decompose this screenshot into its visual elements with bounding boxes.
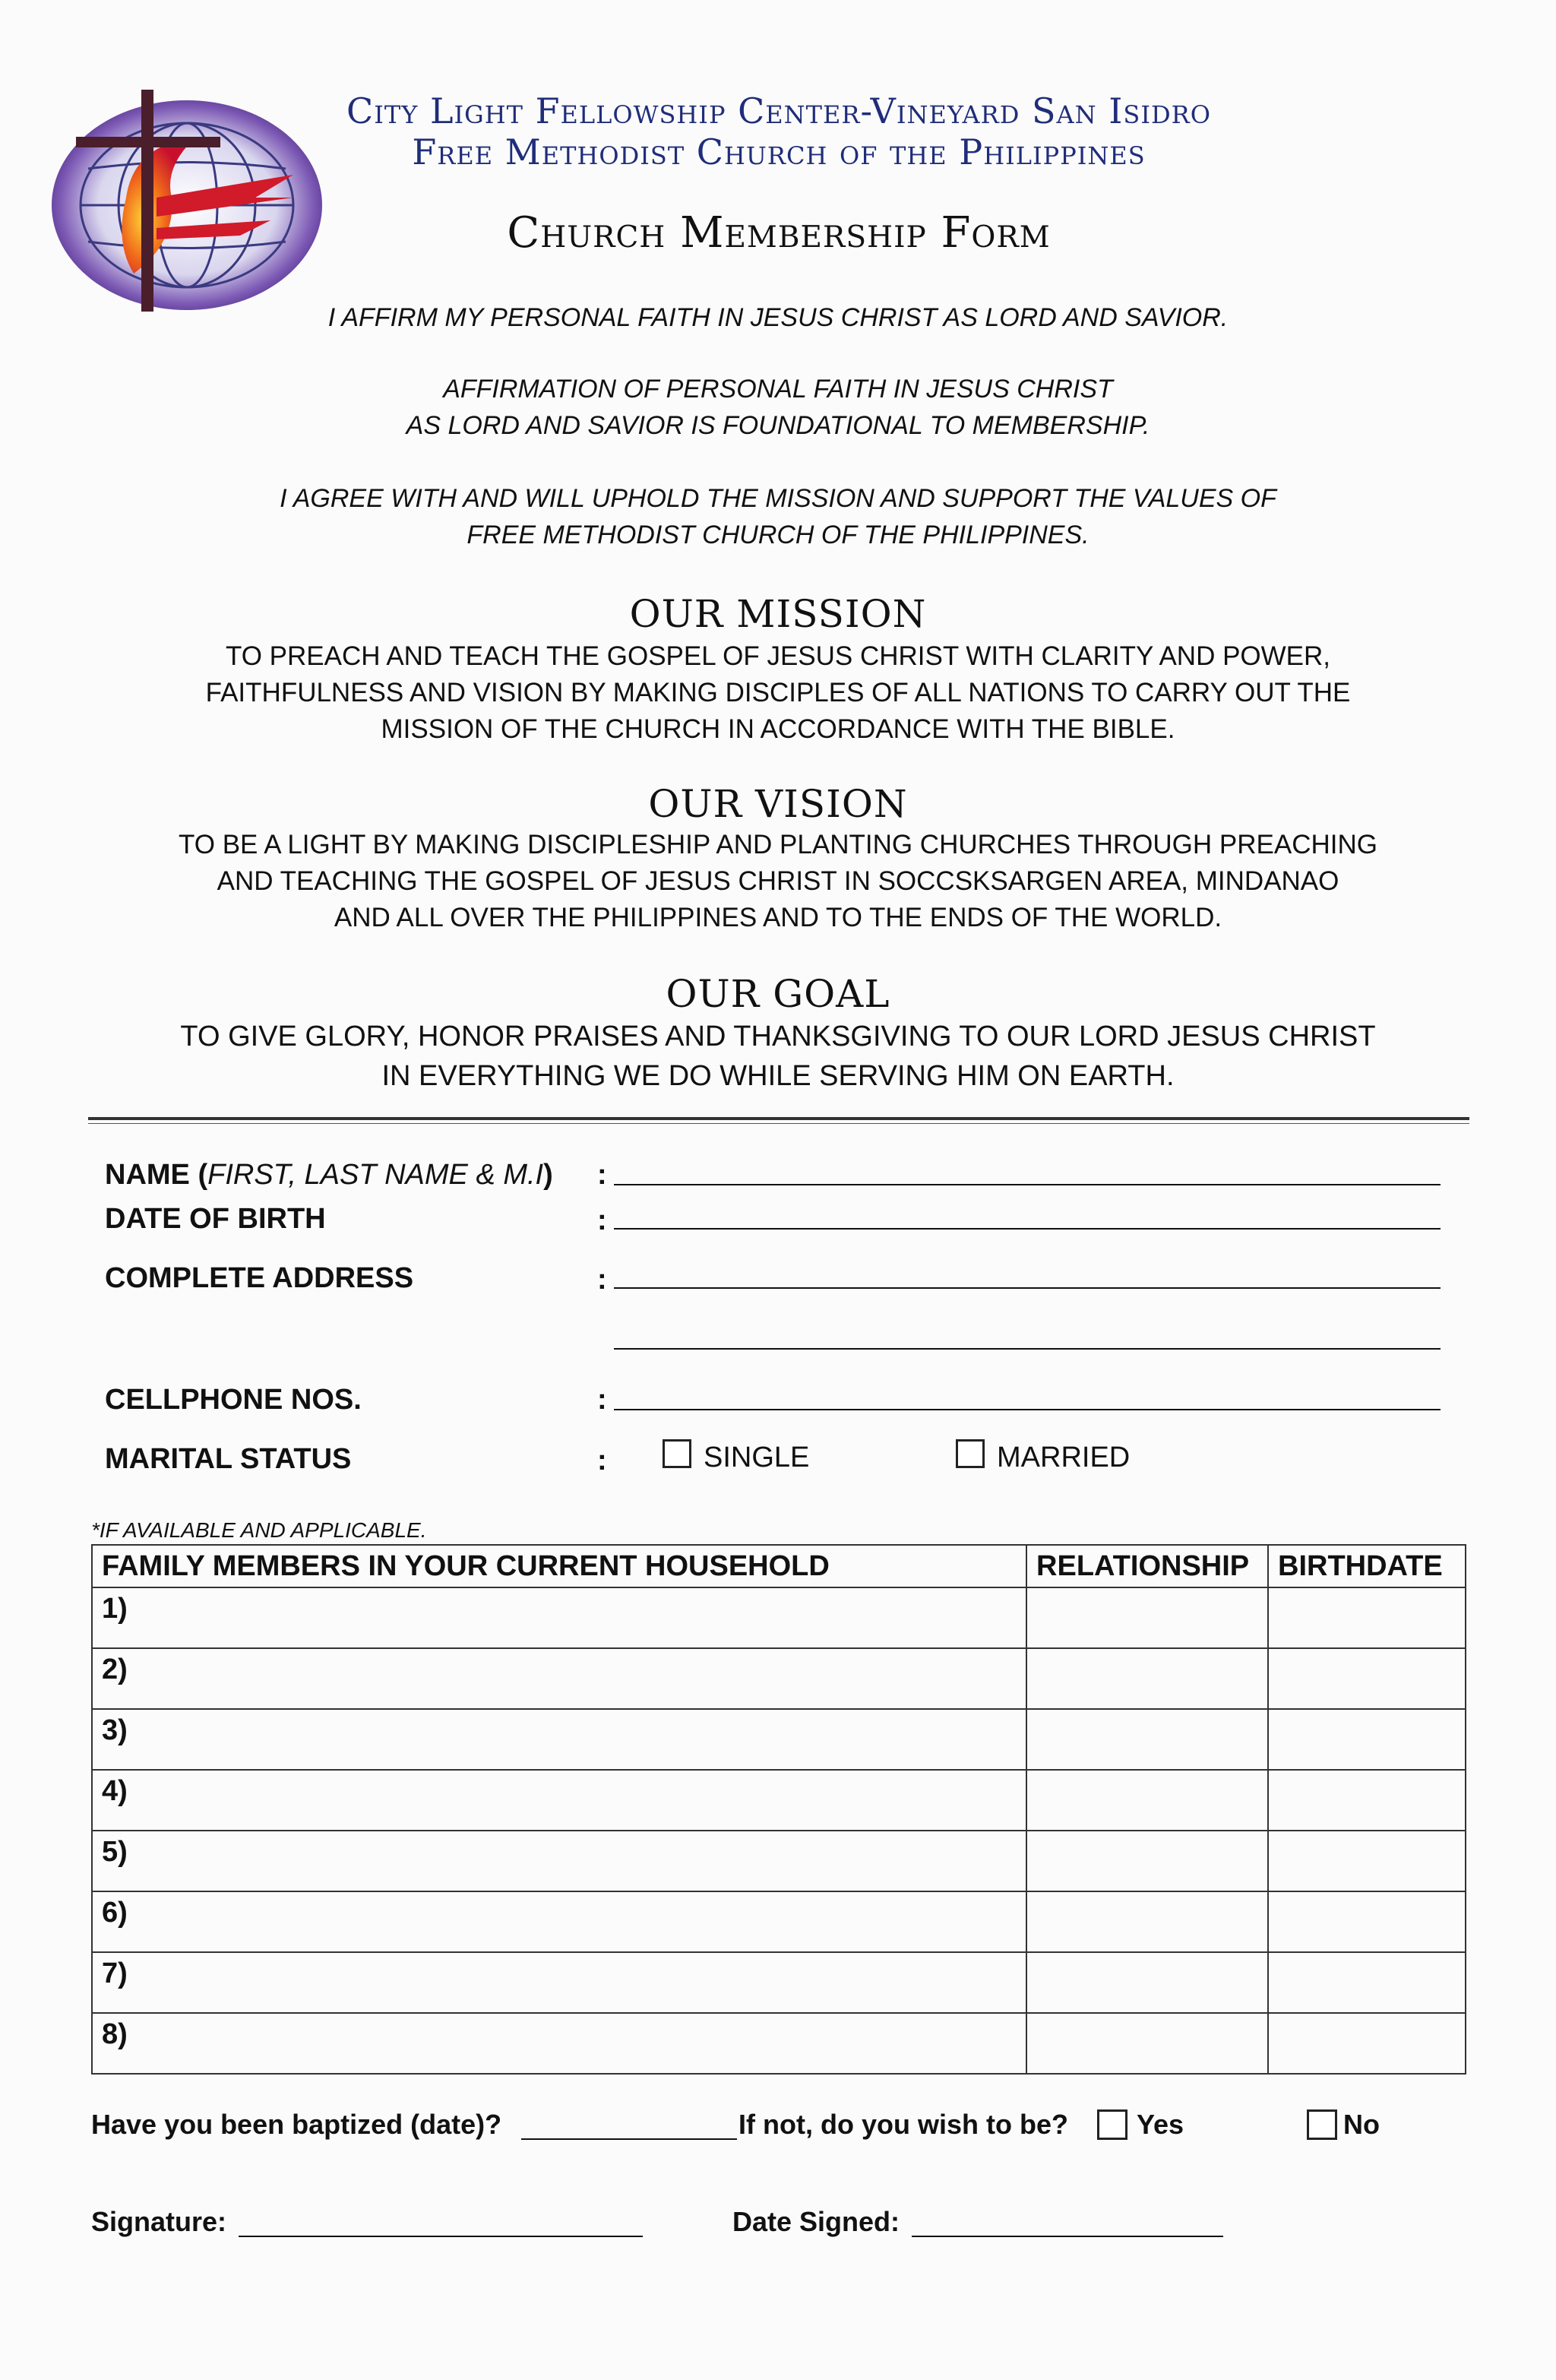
birthdate-cell[interactable] [1268, 2013, 1466, 2074]
birthdate-header: BIRTHDATE [1268, 1545, 1466, 1587]
birthdate-cell[interactable] [1268, 1709, 1466, 1770]
cellphone-label: CELLPHONE NOS. [105, 1384, 362, 1416]
family-members-table [91, 1544, 1466, 2075]
row-number[interactable]: 4) [92, 1770, 1026, 1831]
date-signed-line[interactable] [912, 2236, 1223, 2237]
mission-line3: MISSION OF THE CHURCH IN ACCORDANCE WITH THE BIBLE. [381, 714, 1175, 744]
no-checkbox[interactable] [1307, 2109, 1337, 2140]
table-row[interactable] [92, 1891, 1466, 1952]
row-number[interactable]: 5) [92, 1831, 1026, 1891]
relationship-cell[interactable] [1026, 1709, 1268, 1770]
marital-status-label: MARITAL STATUS [105, 1443, 352, 1475]
yes-checkbox[interactable] [1097, 2109, 1127, 2140]
row-number[interactable]: 2) [92, 1648, 1026, 1709]
baptized-date-line[interactable] [521, 2138, 737, 2140]
birthdate-cell[interactable] [1268, 1952, 1466, 2013]
relationship-cell[interactable] [1026, 1770, 1268, 1831]
row-number[interactable]: 7) [92, 1952, 1026, 2013]
colon: : [597, 1384, 607, 1416]
affirmation-1: I AFFIRM MY PERSONAL FAITH IN JESUS CHRIST AS LORD AND SAVIOR. [327, 303, 1229, 332]
relationship-cell[interactable] [1026, 1952, 1268, 2013]
row-number[interactable]: 6) [92, 1891, 1026, 1952]
table-header-row [92, 1545, 1466, 1587]
dob-label: DATE OF BIRTH [105, 1203, 326, 1235]
divider-thin [88, 1123, 1469, 1124]
availability-note: *IF AVAILABLE AND APPLICABLE. [91, 1518, 427, 1542]
table-row[interactable] [92, 1831, 1466, 1891]
cellphone-input-line[interactable] [614, 1409, 1441, 1410]
relationship-cell[interactable] [1026, 1891, 1268, 1952]
single-checkbox[interactable] [663, 1439, 691, 1468]
yes-label: Yes [1137, 2109, 1184, 2140]
vision-line1: TO BE A LIGHT BY MAKING DISCIPLESHIP AND PLANTING CHURCHES THROUGH PREACHING [179, 830, 1377, 859]
table-row[interactable] [92, 1648, 1466, 1709]
table-row[interactable] [92, 1952, 1466, 2013]
address-input-line-2[interactable] [614, 1348, 1441, 1350]
relationship-cell[interactable] [1026, 1648, 1268, 1709]
divider-thick [88, 1117, 1469, 1120]
vision-line2: AND TEACHING THE GOSPEL OF JESUS CHRIST IN SOCCSKSARGEN AREA, MINDANAO [217, 866, 1339, 896]
colon: : [597, 1445, 607, 1476]
no-label: No [1343, 2109, 1380, 2140]
name-input-line[interactable] [614, 1184, 1441, 1185]
goal-line2: IN EVERYTHING WE DO WHILE SERVING HIM ON EARTH. [381, 1060, 1175, 1092]
form-title: Church Membership Form [507, 208, 1051, 258]
birthdate-cell[interactable] [1268, 1831, 1466, 1891]
address-input-line-1[interactable] [614, 1287, 1441, 1289]
married-label: MARRIED [997, 1442, 1131, 1473]
table-row[interactable] [92, 2013, 1466, 2074]
mission-title: OUR MISSION [629, 592, 927, 636]
signature-line[interactable] [239, 2236, 643, 2237]
vision-line3: AND ALL OVER THE PHILIPPINES AND TO THE ENDS OF THE WORLD. [334, 903, 1222, 932]
mission-line2: FAITHFULNESS AND VISION BY MAKING DISCIPLES OF ALL NATIONS TO CARRY OUT THE [205, 678, 1351, 707]
goal-line1: TO GIVE GLORY, HONOR PRAISES AND THANKSGIVING TO OUR LORD JESUS CHRIST [180, 1021, 1376, 1052]
mission-line1: TO PREACH AND TEACH THE GOSPEL OF JESUS CHRIST WITH CLARITY AND POWER, [225, 641, 1331, 671]
dob-input-line[interactable] [614, 1228, 1441, 1230]
table-row[interactable] [92, 1770, 1466, 1831]
table-row[interactable] [92, 1709, 1466, 1770]
row-number[interactable]: 1) [92, 1587, 1026, 1648]
birthdate-cell[interactable] [1268, 1587, 1466, 1648]
affirmation-2-line2: AS LORD AND SAVIOR IS FOUNDATIONAL TO MEMBERSHIP. [406, 411, 1150, 440]
name-hint: FIRST, LAST NAME & M.I [207, 1159, 544, 1191]
baptized-question: Have you been baptized (date)? [91, 2109, 502, 2140]
address-label: COMPLETE ADDRESS [105, 1262, 414, 1294]
relationship-cell[interactable] [1026, 1831, 1268, 1891]
date-signed-label: Date Signed: [732, 2206, 900, 2237]
wish-question: If not, do you wish to be? [738, 2109, 1068, 2140]
affirmation-3-line2: FREE METHODIST CHURCH OF THE PHILIPPINES. [466, 521, 1090, 549]
row-number[interactable]: 3) [92, 1709, 1026, 1770]
single-label: SINGLE [704, 1442, 810, 1473]
name-label: NAME (FIRST, LAST NAME & M.I) [105, 1159, 553, 1191]
relationship-cell[interactable] [1026, 2013, 1268, 2074]
church-name-line1: City Light Fellowship Center-Vineyard San Isidro [346, 90, 1211, 131]
table-row[interactable] [92, 1587, 1466, 1648]
colon: : [597, 1159, 607, 1191]
birthdate-cell[interactable] [1268, 1648, 1466, 1709]
signature-label: Signature: [91, 2206, 227, 2237]
affirmation-2-line1: AFFIRMATION OF PERSONAL FAITH IN JESUS CHRIST [443, 375, 1113, 404]
affirmation-3-line1: I AGREE WITH AND WILL UPHOLD THE MISSION AND SUPPORT THE VALUES OF [280, 484, 1276, 513]
relationship-cell[interactable] [1026, 1587, 1268, 1648]
goal-title: OUR GOAL [666, 972, 890, 1016]
colon: : [597, 1264, 607, 1296]
birthdate-cell[interactable] [1268, 1770, 1466, 1831]
row-number[interactable]: 8) [92, 2013, 1026, 2074]
church-name-line2: Free Methodist Church of the Philippines [412, 131, 1146, 172]
married-checkbox[interactable] [956, 1439, 985, 1468]
vision-title: OUR VISION [648, 782, 908, 826]
colon: : [597, 1204, 607, 1236]
family-members-header: FAMILY MEMBERS IN YOUR CURRENT HOUSEHOLD [92, 1545, 1026, 1587]
birthdate-cell[interactable] [1268, 1891, 1466, 1952]
church-logo [43, 84, 325, 319]
relationship-header: RELATIONSHIP [1026, 1545, 1268, 1587]
